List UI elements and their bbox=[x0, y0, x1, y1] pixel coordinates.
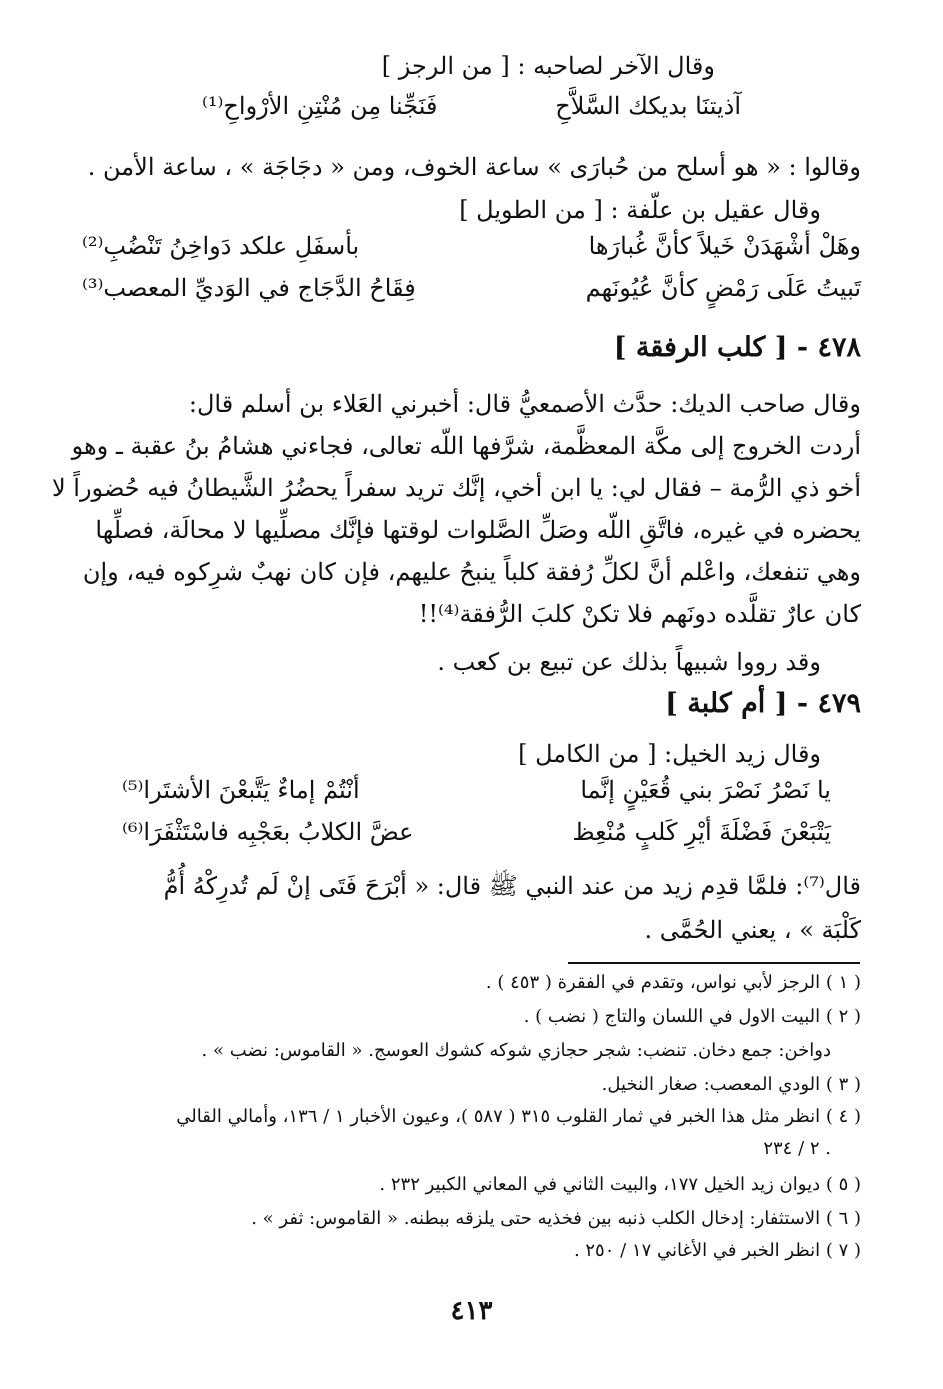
footnote-4: ( ٤ ) انظر مثل هذا الخبر في ثمار القلوب ٣١٥ ( ٥٨٧ )، وعيون الأخبار ١ / ١٣٦، وأمالي القالي bbox=[176, 1106, 861, 1127]
para-478-line-5: وهي تنفعك، واعْلم أنَّ لكلِّ رُفقة كلباً ينبحُ عليهم، فإن كان نهبٌ شرِكوه فيه، وإن bbox=[82, 558, 861, 586]
saying-line: وقالوا : « هو أسلح من حُبارَى » ساعة الخوف، ومن « دجَاجَة » ، ساعة الأمن . bbox=[87, 153, 861, 181]
verse-2-first-hemistich: وهَلْ أشْهَدَنْ خَيلاً كأنَّ غُبارَها bbox=[588, 232, 861, 260]
footnote-separator bbox=[568, 962, 860, 964]
verse-1 bbox=[82, 92, 861, 136]
verse-5 bbox=[82, 818, 861, 862]
para-478-line-3: أخو ذي الرُّمة – فقال لي: يا ابن أخي، إنَّك تريد سفراً يحضُرُ الشَّيطانُ فيه حُضوراً لا bbox=[51, 474, 861, 502]
verse-3 bbox=[82, 274, 861, 318]
verse-4-second-hemistich: أنْتُمْ إماءٌ يَتَّبعْنَ الأشتَرا⁽⁵⁾ bbox=[122, 776, 360, 804]
intro-kamil: وقال زيد الخيل: [ من الكامل ] bbox=[518, 740, 821, 768]
verse-2-second-hemistich: بأسفَلِ علكد دَواخِنُ تَنْضُبِ⁽²⁾ bbox=[82, 232, 360, 260]
verse-5-second-hemistich: عضَّ الكلابُ بعَجْبِه فاسْتَثْفَرَا⁽⁶⁾ bbox=[122, 818, 414, 846]
verse-5-first-hemistich: يَتْبَعْنَ فَضْلَةَ أيْرِ كَلبٍ مُنْعِظ bbox=[572, 818, 831, 846]
verse-1-second-hemistich: فَنَجِّنا مِن مُنْتِنِ الأرْواحِ⁽¹⁾ bbox=[202, 92, 438, 120]
verse-4-first-hemistich: يا نَصْرُ نَصْرَ بني قُعَيْنٍ إنَّما bbox=[580, 776, 831, 804]
verse-2 bbox=[82, 232, 861, 276]
footnote-1: ( ١ ) الرجز لأبي نواس، وتقدم في الفقرة ( ٤٥٣ ) . bbox=[485, 972, 861, 993]
footnote-4-continued: ٢ / ٢٣٤ . bbox=[763, 1138, 831, 1159]
verse-1-first-hemistich: آذيتنَا بديكك السَّلاَّحِ bbox=[555, 92, 741, 120]
intro-tawil: وقال عقيل بن علّفة : [ من الطويل ] bbox=[459, 196, 821, 224]
section-heading-479: ٤٧٩ - [ أم كلبة ] bbox=[665, 688, 861, 719]
page-number: ٤١٣ bbox=[450, 1296, 493, 1326]
footnote-5: ( ٥ ) ديوان زيد الخيل ١٧٧، والبيت الثاني في المعاني الكبير ٢٣٢ . bbox=[379, 1174, 861, 1195]
footnote-2-continued: دواخن: جمع دخان. تنضب: شجر حجازي شوكه كشوك العوسج. « القاموس: نضب » . bbox=[201, 1040, 831, 1061]
verse-3-first-hemistich: تَبيتُ عَلَى رَمْضٍ كأنَّ عُيُونَهم bbox=[585, 274, 861, 302]
para-479-line-2: كَلْبَة » ، يعني الحُمَّى . bbox=[644, 916, 861, 944]
footnote-3: ( ٣ ) الودي المعصب: صغار النخيل. bbox=[601, 1074, 861, 1095]
tubba-line: وقد رووا شبيهاً بذلك عن تبيع بن كعب . bbox=[437, 648, 821, 676]
verse-4 bbox=[82, 776, 861, 820]
para-478-line-6: كان عارٌ تقلَّده دونَهم فلا تكنْ كلبَ الرُّفقة⁽⁴⁾!! bbox=[418, 600, 861, 628]
intro-rajaz: وقال الآخر لصاحبه : [ من الرجز ] bbox=[381, 52, 715, 80]
footnote-7: ( ٧ ) انظر الخبر في الأغاني ١٧ / ٢٥٠ . bbox=[573, 1240, 861, 1261]
section-heading-478: ٤٧٨ - [ كلب الرفقة ] bbox=[613, 332, 861, 363]
verse-3-second-hemistich: فِقَاحُ الدَّجَاج في الوَديِّ المعصب⁽³⁾ bbox=[82, 274, 416, 302]
footnote-2: ( ٢ ) البيت الاول في اللسان والتاج ( نضب ) . bbox=[523, 1006, 861, 1027]
para-479-line-1: قال⁽⁷⁾: فلمَّا قدِم زيد من عند النبي ﷺ قال: « أبْرَحَ فَتَى إنْ لَم تُدرِكْهُ أُمُّ bbox=[163, 872, 861, 900]
footnote-6: ( ٦ ) الاستثفار: إدخال الكلب ذنبه بين فخذيه حتى يلزقه ببطنه. « القاموس: ثفر » . bbox=[251, 1208, 861, 1229]
para-478-line-4: يحضره في غيره، فاتَّقِ اللّه وصَلِّ الصَّلوات لوقتها فإنَّك مصلِّيها لا محالَة، فصلِّها bbox=[95, 516, 861, 544]
para-478-line-1: وقال صاحب الديك: حدَّث الأصمعيُّ قال: أخبرني العَلاء بن أسلم قال: bbox=[188, 390, 861, 418]
para-478-line-2: أردت الخروج إلى مكَّة المعظَّمة، شرَّفها اللّه تعالى، فجاءني هشامُ بنُ عقبة ـ وهو bbox=[71, 432, 861, 460]
